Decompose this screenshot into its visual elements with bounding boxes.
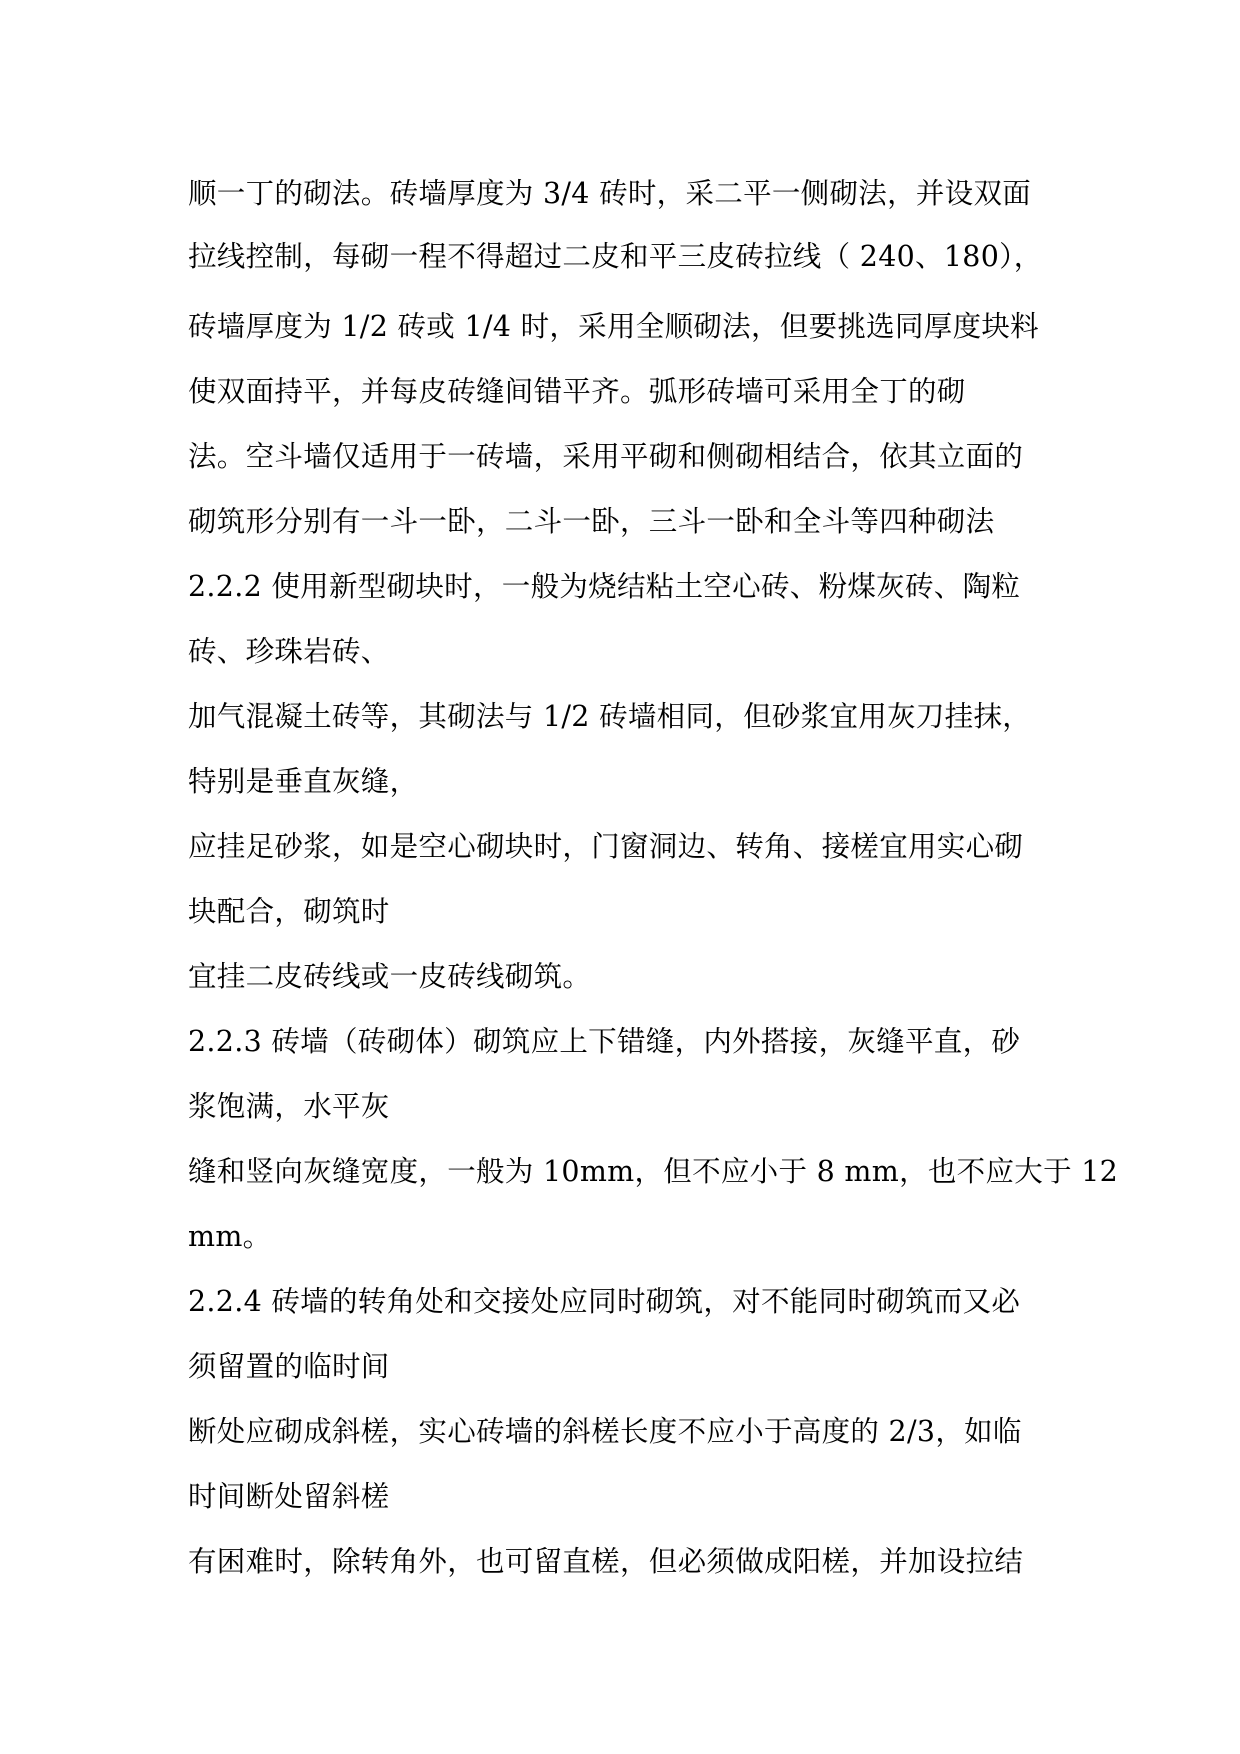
text-line-3: 砖墙厚度为 1/2 砖或 1/4 时，采用全顺砌法，但要挑选同厚度块料	[188, 310, 1039, 343]
text-line-12: 块配合，砌筑时	[188, 895, 390, 928]
text-line-9: 加气混凝土砖等，其砌法与 1/2 砖墙相同，但砂浆宜用灰刀挂抹，	[188, 700, 1032, 733]
text-line-5: 法。空斗墙仅适用于一砖墙，采用平砌和侧砌相结合，依其立面的	[188, 440, 1024, 473]
text-line-13: 宜挂二皮砖线或一皮砖线砌筑。	[188, 960, 592, 993]
text-line-10: 特别是垂直灰缝，	[188, 765, 419, 798]
text-line-14: 2.2.3 砖墙（砖砌体）砌筑应上下错缝，内外搭接，灰缝平直，砂	[188, 1025, 1021, 1058]
text-line-16: 缝和竖向灰缝宽度，一般为 10mm，但不应小于 8 mm，也不应大于 12	[188, 1155, 1119, 1188]
text-line-15: 浆饱满，水平灰	[188, 1090, 390, 1123]
text-line-22: 有困难时，除转角外，也可留直槎，但必须做成阳槎，并加设拉结	[188, 1545, 1024, 1578]
text-line-6: 砌筑形分别有一斗一卧，二斗一卧，三斗一卧和全斗等四种砌法	[188, 505, 995, 538]
text-line-2: 拉线控制，每砌一程不得超过二皮和平三皮砖拉线（ 240、180），	[188, 240, 1043, 273]
text-line-20: 断处应砌成斜槎，实心砖墙的斜槎长度不应小于高度的 2/3，如临	[188, 1415, 1022, 1448]
text-line-8: 砖、珍珠岩砖、	[188, 635, 390, 668]
text-line-7: 2.2.2 使用新型砌块时，一般为烧结粘土空心砖、粉煤灰砖、陶粒	[188, 570, 1021, 603]
text-line-11: 应挂足砂浆，如是空心砌块时，门窗洞边、转角、接槎宜用实心砌	[188, 830, 1024, 863]
text-line-18: 2.2.4 砖墙的转角处和交接处应同时砌筑，对不能同时砌筑而又必	[188, 1285, 1021, 1318]
text-line-19: 须留置的临时间	[188, 1350, 390, 1383]
text-line-4: 使双面持平，并每皮砖缝间错平齐。弧形砖墙可采用全丁的砌	[188, 375, 966, 408]
text-line-17: mm。	[188, 1220, 272, 1253]
text-line-1: 顺一丁的砌法。砖墙厚度为 3/4 砖时，采二平一侧砌法，并设双面	[188, 177, 1032, 210]
text-line-21: 时间断处留斜槎	[188, 1480, 390, 1513]
